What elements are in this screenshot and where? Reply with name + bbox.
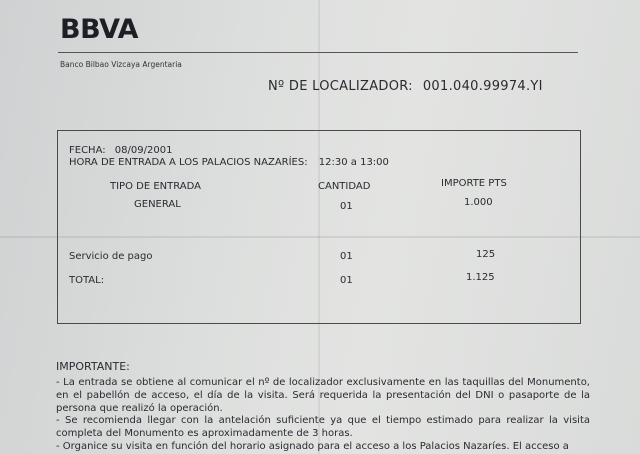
date-line bbox=[69, 145, 172, 156]
col-qty-header: CANTIDAD bbox=[318, 181, 371, 192]
entry-time-label: HORA DE ENTRADA A LOS PALACIOS NAZARÍES: bbox=[69, 157, 308, 168]
bbva-logo: BBVA bbox=[60, 14, 139, 45]
total-label: TOTAL: bbox=[69, 275, 105, 286]
locator-value: 001.040.99974.YI bbox=[422, 79, 543, 94]
col-amount-header: IMPORTE PTS bbox=[441, 178, 507, 189]
important-note-1: - La entrada se obtiene al comunicar el nº de localizador exclusivamente en las taquillas del Monumento, en el pabellón de acceso, el día de la visita. Será requerida la presentación del DNI o pasaporte de la persona que realizó la operación. bbox=[56, 377, 590, 414]
important-note-2: - Se recomienda llegar con la antelación suficiente ya que el tiempo estimado para realizar la visita completa del Monumento es aproximadamente de 3 horas. bbox=[56, 415, 590, 439]
locator-line bbox=[268, 79, 543, 94]
important-title: IMPORTANTE: bbox=[56, 360, 130, 373]
total-qty: 01 bbox=[340, 275, 353, 286]
total-amount: 1.125 bbox=[466, 272, 495, 283]
header-rule bbox=[58, 52, 578, 53]
general-qty: 01 bbox=[340, 201, 353, 212]
service-qty: 01 bbox=[340, 251, 353, 262]
important-note-3: - Organice su visita en función del horario asignado para el acceso a los Palacios Nazaríes. El acceso a bbox=[56, 441, 569, 452]
ticket-box bbox=[57, 130, 581, 324]
entry-time-value: 12:30 a 13:00 bbox=[318, 157, 389, 168]
col-type-header: TIPO DE ENTRADA bbox=[110, 181, 201, 192]
date-value: 08/09/2001 bbox=[114, 145, 173, 156]
bank-name: Banco Bilbao Vizcaya Argentaria bbox=[60, 60, 182, 69]
general-label: GENERAL bbox=[134, 199, 181, 210]
service-amount: 125 bbox=[476, 249, 496, 260]
locator-label: Nº DE LOCALIZADOR: bbox=[268, 79, 413, 94]
service-label: Servicio de pago bbox=[69, 251, 153, 262]
general-amount: 1.000 bbox=[464, 197, 493, 208]
date-label: FECHA: bbox=[69, 145, 106, 156]
entry-time-line bbox=[69, 157, 389, 168]
